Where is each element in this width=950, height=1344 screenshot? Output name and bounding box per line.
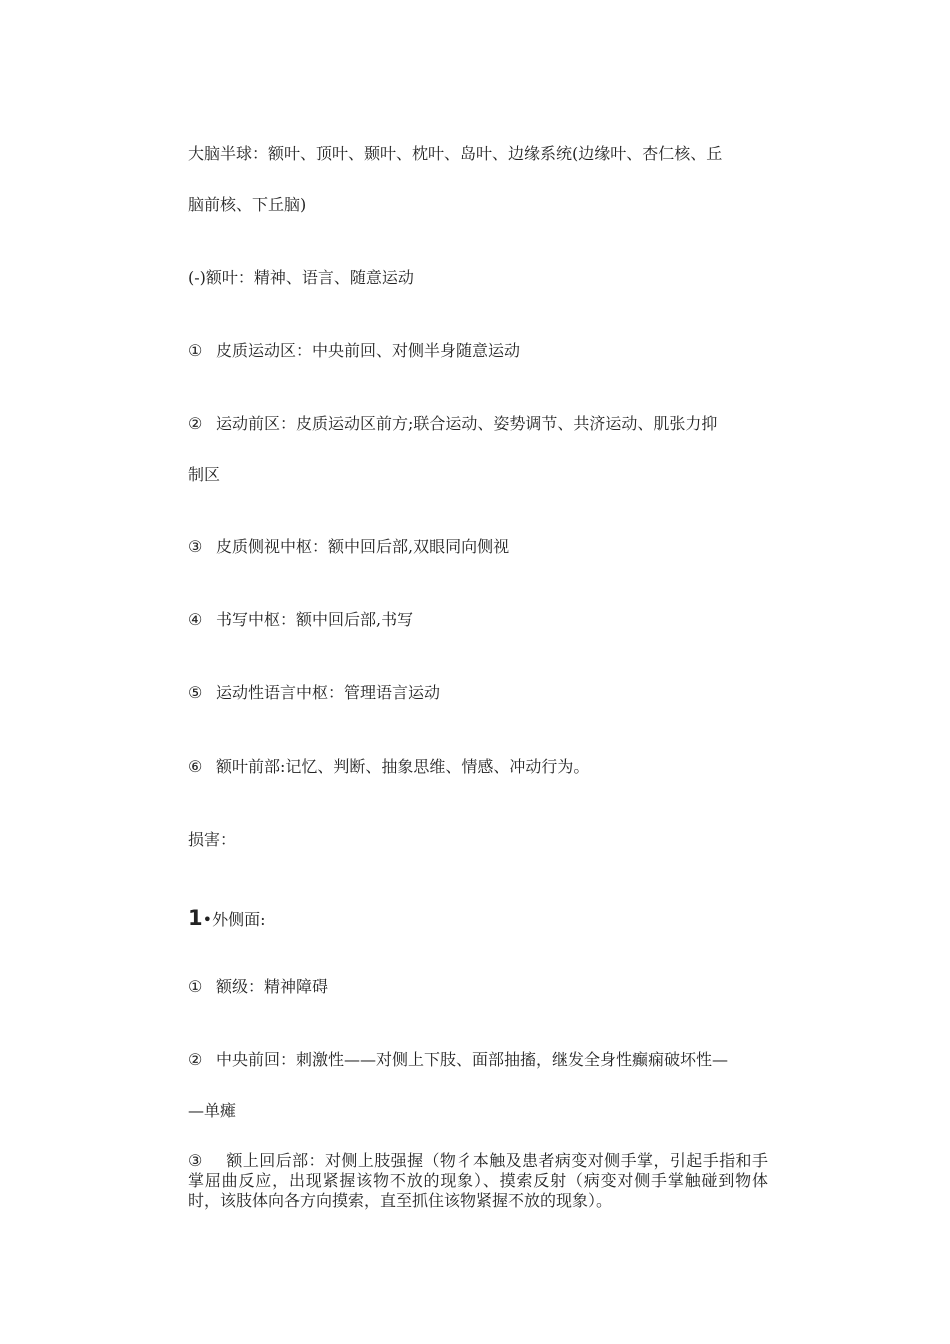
list-item-text: 运动性语言中枢：管理语言运动 bbox=[216, 683, 441, 702]
text-line-continuation: 制区 bbox=[188, 465, 221, 484]
list-marker: ⑤ bbox=[188, 683, 203, 702]
list-item bbox=[188, 610, 768, 630]
list-marker: ② bbox=[188, 1050, 203, 1069]
section-heading-damage: 损害： bbox=[188, 830, 237, 849]
text-line-cerebral-hemisphere: 大脑半球：额叶、顶叶、颞叶、枕叶、岛叶、边缘系统(边缘叶、杏仁核、丘 bbox=[188, 144, 723, 163]
list-item-text: 额叶前部:记忆、判断、抽象思维、情感、冲动行为。 bbox=[216, 757, 590, 776]
list-marker: ① bbox=[188, 977, 203, 996]
list-item-text: 皮质侧视中枢：额中回后部,双眼同向侧视 bbox=[216, 537, 510, 556]
section-heading-frontal-lobe: (-)额叶：精神、语言、随意运动 bbox=[188, 268, 414, 287]
list-item bbox=[188, 341, 768, 361]
list-marker: ④ bbox=[188, 610, 203, 629]
list-item-text: 书写中枢：额中回后部,书写 bbox=[216, 610, 414, 629]
list-item bbox=[188, 1050, 768, 1070]
list-marker: ③ bbox=[188, 1151, 203, 1170]
list-item bbox=[188, 537, 768, 557]
list-item-text: 中央前回：刺激性——对侧上下肢、面部抽搐，继发全身性癫痫破坏性— bbox=[216, 1050, 729, 1069]
list-item-text: 皮质运动区：中央前回、对侧半身随意运动 bbox=[216, 341, 521, 360]
subsection-title: •外侧面: bbox=[202, 910, 266, 929]
list-item-text: 额级：精神障碍 bbox=[216, 977, 329, 996]
list-marker: ① bbox=[188, 341, 203, 360]
text-line-continuation: —单瘫 bbox=[188, 1101, 237, 1120]
list-marker: ⑥ bbox=[188, 757, 203, 776]
text-line-continuation: 脑前核、下丘脑) bbox=[188, 195, 307, 214]
list-item bbox=[188, 414, 768, 434]
list-item-paragraph bbox=[188, 1151, 768, 1211]
subsection-heading-lateral bbox=[188, 908, 768, 930]
subsection-number: 1 bbox=[188, 906, 203, 930]
list-marker: ② bbox=[188, 414, 203, 433]
list-item bbox=[188, 683, 768, 703]
list-item-text: 运动前区：皮质运动区前方;联合运动、姿势调节、共济运动、肌张力抑 bbox=[216, 414, 718, 433]
list-item-text: 额上回后部：对侧上肢强握（物彳本触及患者病变对侧手掌，引起手指和手掌屈曲反应，出现紧握该物不放的现象）、摸索反射（病变对侧手掌触碰到物体时，该肢体向各方向摸索，直至抓住该物紧握不放的现象）。 bbox=[188, 1151, 768, 1210]
list-marker: ③ bbox=[188, 537, 203, 556]
list-item bbox=[188, 977, 768, 997]
list-item bbox=[188, 757, 768, 777]
